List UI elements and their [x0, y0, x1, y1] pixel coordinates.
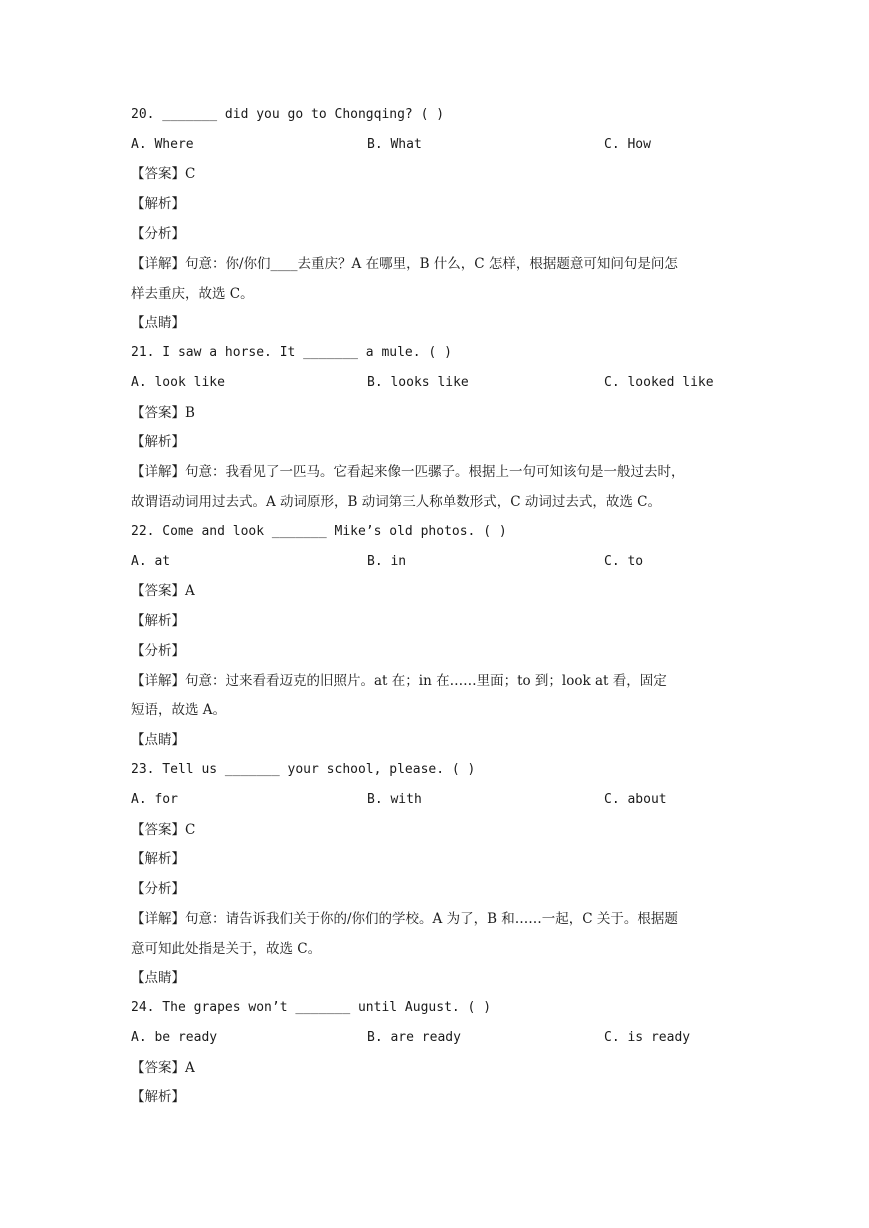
option-c: C. about	[604, 792, 667, 807]
option-c: C. is ready	[604, 1030, 691, 1045]
detail-text: 【详解】句意：我看见了一匹马。它看起来像一匹骡子。根据上一句可知该句是一般过去时，	[131, 464, 685, 480]
answer-label: 【答案】B	[131, 405, 195, 421]
analysis-label: 【解析】	[131, 1089, 185, 1105]
option-b: B. are ready	[367, 1030, 461, 1045]
dianjing-label: 【点睛】	[131, 970, 185, 986]
detail-text-cont: 故谓语动词用过去式。A 动词原形，B 动词第三人称单数形式，C 动词过去式，故选 C。	[131, 494, 661, 510]
fenxi-label: 【分析】	[131, 643, 185, 659]
analysis-label: 【解析】	[131, 434, 185, 450]
option-c: C. looked like	[604, 375, 714, 390]
analysis-label: 【解析】	[131, 196, 185, 212]
option-a: A. look like	[131, 375, 225, 390]
question-22-stem: 22. Come and look _______ Mike’s old photos. ( )	[131, 524, 507, 539]
option-a: A. be ready	[131, 1030, 218, 1045]
detail-text: 【详解】句意：过来看看迈克的旧照片。at 在；in 在……里面；to 到；look at 看，固定	[131, 673, 667, 689]
option-c: C. to	[604, 554, 644, 569]
option-a: A. for	[131, 792, 178, 807]
detail-text-cont: 样去重庆，故选 C。	[131, 286, 254, 302]
fenxi-label: 【分析】	[131, 226, 185, 242]
option-c: C. How	[604, 137, 651, 152]
option-a: A. at	[131, 554, 171, 569]
answer-label: 【答案】A	[131, 583, 195, 599]
fenxi-label: 【分析】	[131, 881, 185, 897]
option-b: B. looks like	[367, 375, 469, 390]
analysis-label: 【解析】	[131, 851, 185, 867]
option-b: B. What	[367, 137, 422, 152]
question-24-stem: 24. The grapes won’t _______ until August. ( )	[131, 1000, 492, 1015]
detail-text: 【详解】句意：请告诉我们关于你的/你们的学校。A 为了，B 和……一起，C 关于。根据题	[131, 911, 678, 927]
answer-label: 【答案】C	[131, 166, 196, 182]
detail-text: 【详解】句意：你/你们____去重庆？A 在哪里，B 什么，C 怎样，根据题意可知问句是问怎	[131, 256, 678, 272]
answer-label: 【答案】A	[131, 1060, 195, 1076]
option-b: B. with	[367, 792, 422, 807]
answer-label: 【答案】C	[131, 822, 196, 838]
detail-text-cont: 短语，故选 A。	[131, 702, 227, 718]
dianjing-label: 【点睛】	[131, 315, 185, 331]
option-a: A. Where	[131, 137, 194, 152]
detail-text-cont: 意可知此处指是关于，故选 C。	[131, 941, 322, 957]
question-20-stem: 20. _______ did you go to Chongqing? ( )	[131, 107, 445, 122]
question-21-stem: 21. I saw a horse. It _______ a mule. ( )	[131, 345, 452, 360]
dianjing-label: 【点睛】	[131, 732, 185, 748]
option-b: B. in	[367, 554, 407, 569]
analysis-label: 【解析】	[131, 613, 185, 629]
question-23-stem: 23. Tell us _______ your school, please. ( )	[131, 762, 476, 777]
